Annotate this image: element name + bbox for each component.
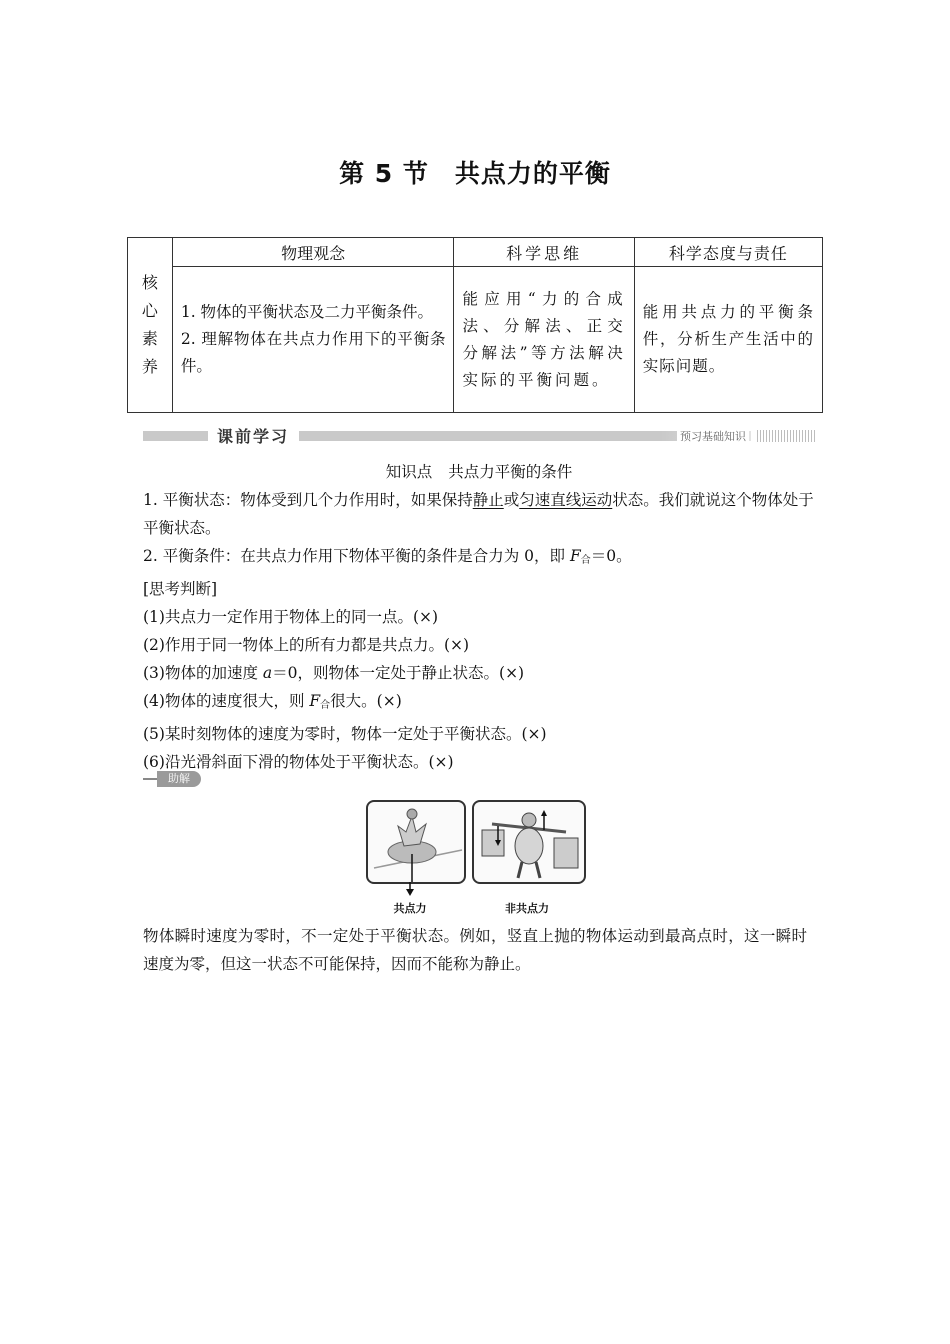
underlined-term: 静止 xyxy=(472,491,504,509)
knowledge-heading: 知识点 共点力平衡的条件 xyxy=(385,463,573,481)
judge-item: (2)作用于同一物体上的所有力都是共点力。(×) xyxy=(143,636,470,654)
item-equilibrium-state: 1. 平衡状态：物体受到几个力作用时，如果保持静止或匀速直线运动状态。我们就说这个物体处于平衡状态。 xyxy=(143,491,814,537)
item-equilibrium-condition: 2. 平衡条件：在共点力作用下物体平衡的条件是合力为 0，即 $F_合=0$。 xyxy=(143,547,632,566)
cell-scientific-attitude: 能用共点力的平衡条件，分析生产生活中的实际问题。 xyxy=(634,267,822,413)
banner-label: 课前学习 xyxy=(217,427,290,446)
judge-item: (6)沿光滑斜面下滑的物体处于平衡状态。(×) xyxy=(143,753,454,771)
judge-item: (5)某时刻物体的速度为零时，物体一定处于平衡状态。(×) xyxy=(143,725,547,743)
header-scientific-attitude: 科学态度与责任 xyxy=(634,238,822,267)
side-label: 核 心 素 养 xyxy=(128,238,173,413)
cell-physics-concept: 1. 物体的平衡状态及二力平衡条件。 2. 理解物体在共点力作用下的平衡条件。 xyxy=(172,267,454,413)
porter-icon xyxy=(474,802,584,882)
cell-scientific-thinking: 能应用“力的合成法、分解法、正交分解法”等方法解决实际的平衡问题。 xyxy=(454,267,634,413)
judge-item: (1)共点力一定作用于物体上的同一点。(×) xyxy=(143,608,439,626)
banner-tag: 预习基础知识 xyxy=(677,428,749,444)
section-number: 第 5 节 xyxy=(339,159,429,188)
judge-item: (3)物体的加速度 a＝0，则物体一定处于静止状态。(×) xyxy=(143,664,525,682)
header-physics-concept: 物理观念 xyxy=(172,238,454,267)
caption-concurrent: 共点力 xyxy=(393,902,427,915)
section-name: 共点力的平衡 xyxy=(454,159,611,188)
section-banner xyxy=(143,427,815,445)
ice-skater-icon xyxy=(368,802,464,882)
explanation-paragraph: 物体瞬时速度为零时，不一定处于平衡状态。例如，竖直上抛的物体运动到最高点时，这一瞬时速度为零，但这一状态不可能保持，因而不能称为静止。 xyxy=(143,927,807,973)
page-title xyxy=(0,154,950,190)
banner-left-bar xyxy=(143,431,208,441)
think-judge-title: [思考判断] xyxy=(143,580,218,598)
force-illustration xyxy=(366,800,586,920)
concurrent-force-picture xyxy=(366,800,466,884)
nonconcurrent-force-picture xyxy=(472,800,586,884)
core-literacy-table xyxy=(127,237,823,413)
banner-stripes xyxy=(757,430,815,442)
knowledge-section xyxy=(143,458,815,776)
caption-nonconcurrent: 非共点力 xyxy=(505,902,549,915)
judge-item: (4)物体的速度很大，则 $F_合$很大。(×) xyxy=(143,692,402,711)
down-arrow-icon xyxy=(406,882,414,896)
helper-label: 助解 xyxy=(157,771,201,787)
header-scientific-thinking: 科学思维 xyxy=(454,238,634,267)
underlined-term: 匀速直线运动 xyxy=(519,491,613,509)
